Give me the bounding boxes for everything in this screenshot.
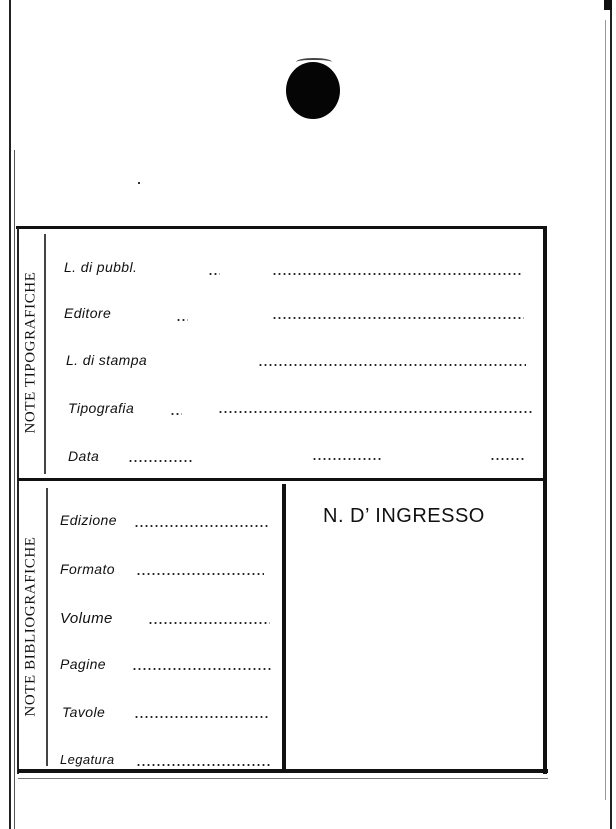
field-label-pages: Pagine [60,656,106,672]
field-dots [258,364,526,366]
card-right-edge [610,0,612,829]
field-dots [208,273,220,275]
field-label-printer: Tipografia [68,400,135,416]
field-dots [134,716,270,718]
accession-number-label: N. D’ INGRESSO [323,505,485,527]
card-left-edge-inner [14,150,15,829]
corner-mark [604,0,612,10]
field-dots [128,460,194,462]
form-frame-right [543,226,547,774]
card-left-edge [9,0,11,829]
field-dots [132,668,272,670]
field-label-publisher: Editore [64,305,112,321]
field-dots [176,319,188,321]
field-dots [218,411,534,413]
bibliographic-notes-label: NOTE BIBLIOGRAFICHE [22,536,39,717]
field-label-place-of-publication: L. di pubbl. [64,259,138,275]
field-label-binding: Legatura [60,752,115,767]
field-dots [136,764,272,766]
field-label-date: Data [68,448,100,464]
typographic-margin-rule [44,234,46,474]
field-label-edition: Edizione [60,512,117,528]
form-frame-left [17,228,19,774]
field-label-plates: Tavole [62,704,106,720]
field-dots [272,273,522,275]
card-right-edge-inner [605,20,606,800]
field-dots [312,458,382,460]
punch-hole-icon [286,62,340,119]
bibliographic-margin-rule [46,488,48,766]
field-label-place-of-printing: L. di stampa [66,352,148,368]
field-label-format: Formato [60,561,115,577]
paper-speck [138,182,140,184]
field-dots [136,573,264,575]
field-dots [490,458,526,460]
field-dots [134,525,268,527]
section-divider [18,478,546,481]
field-dots [148,622,270,624]
field-label-volume: Volume [60,610,113,627]
field-dots [170,413,182,415]
form-frame-top [16,226,546,229]
form-footer-rule [18,778,548,779]
field-dots [272,317,524,319]
typographic-notes-label: NOTE TIPOGRAFICHE [22,271,39,434]
column-divider [282,484,286,772]
